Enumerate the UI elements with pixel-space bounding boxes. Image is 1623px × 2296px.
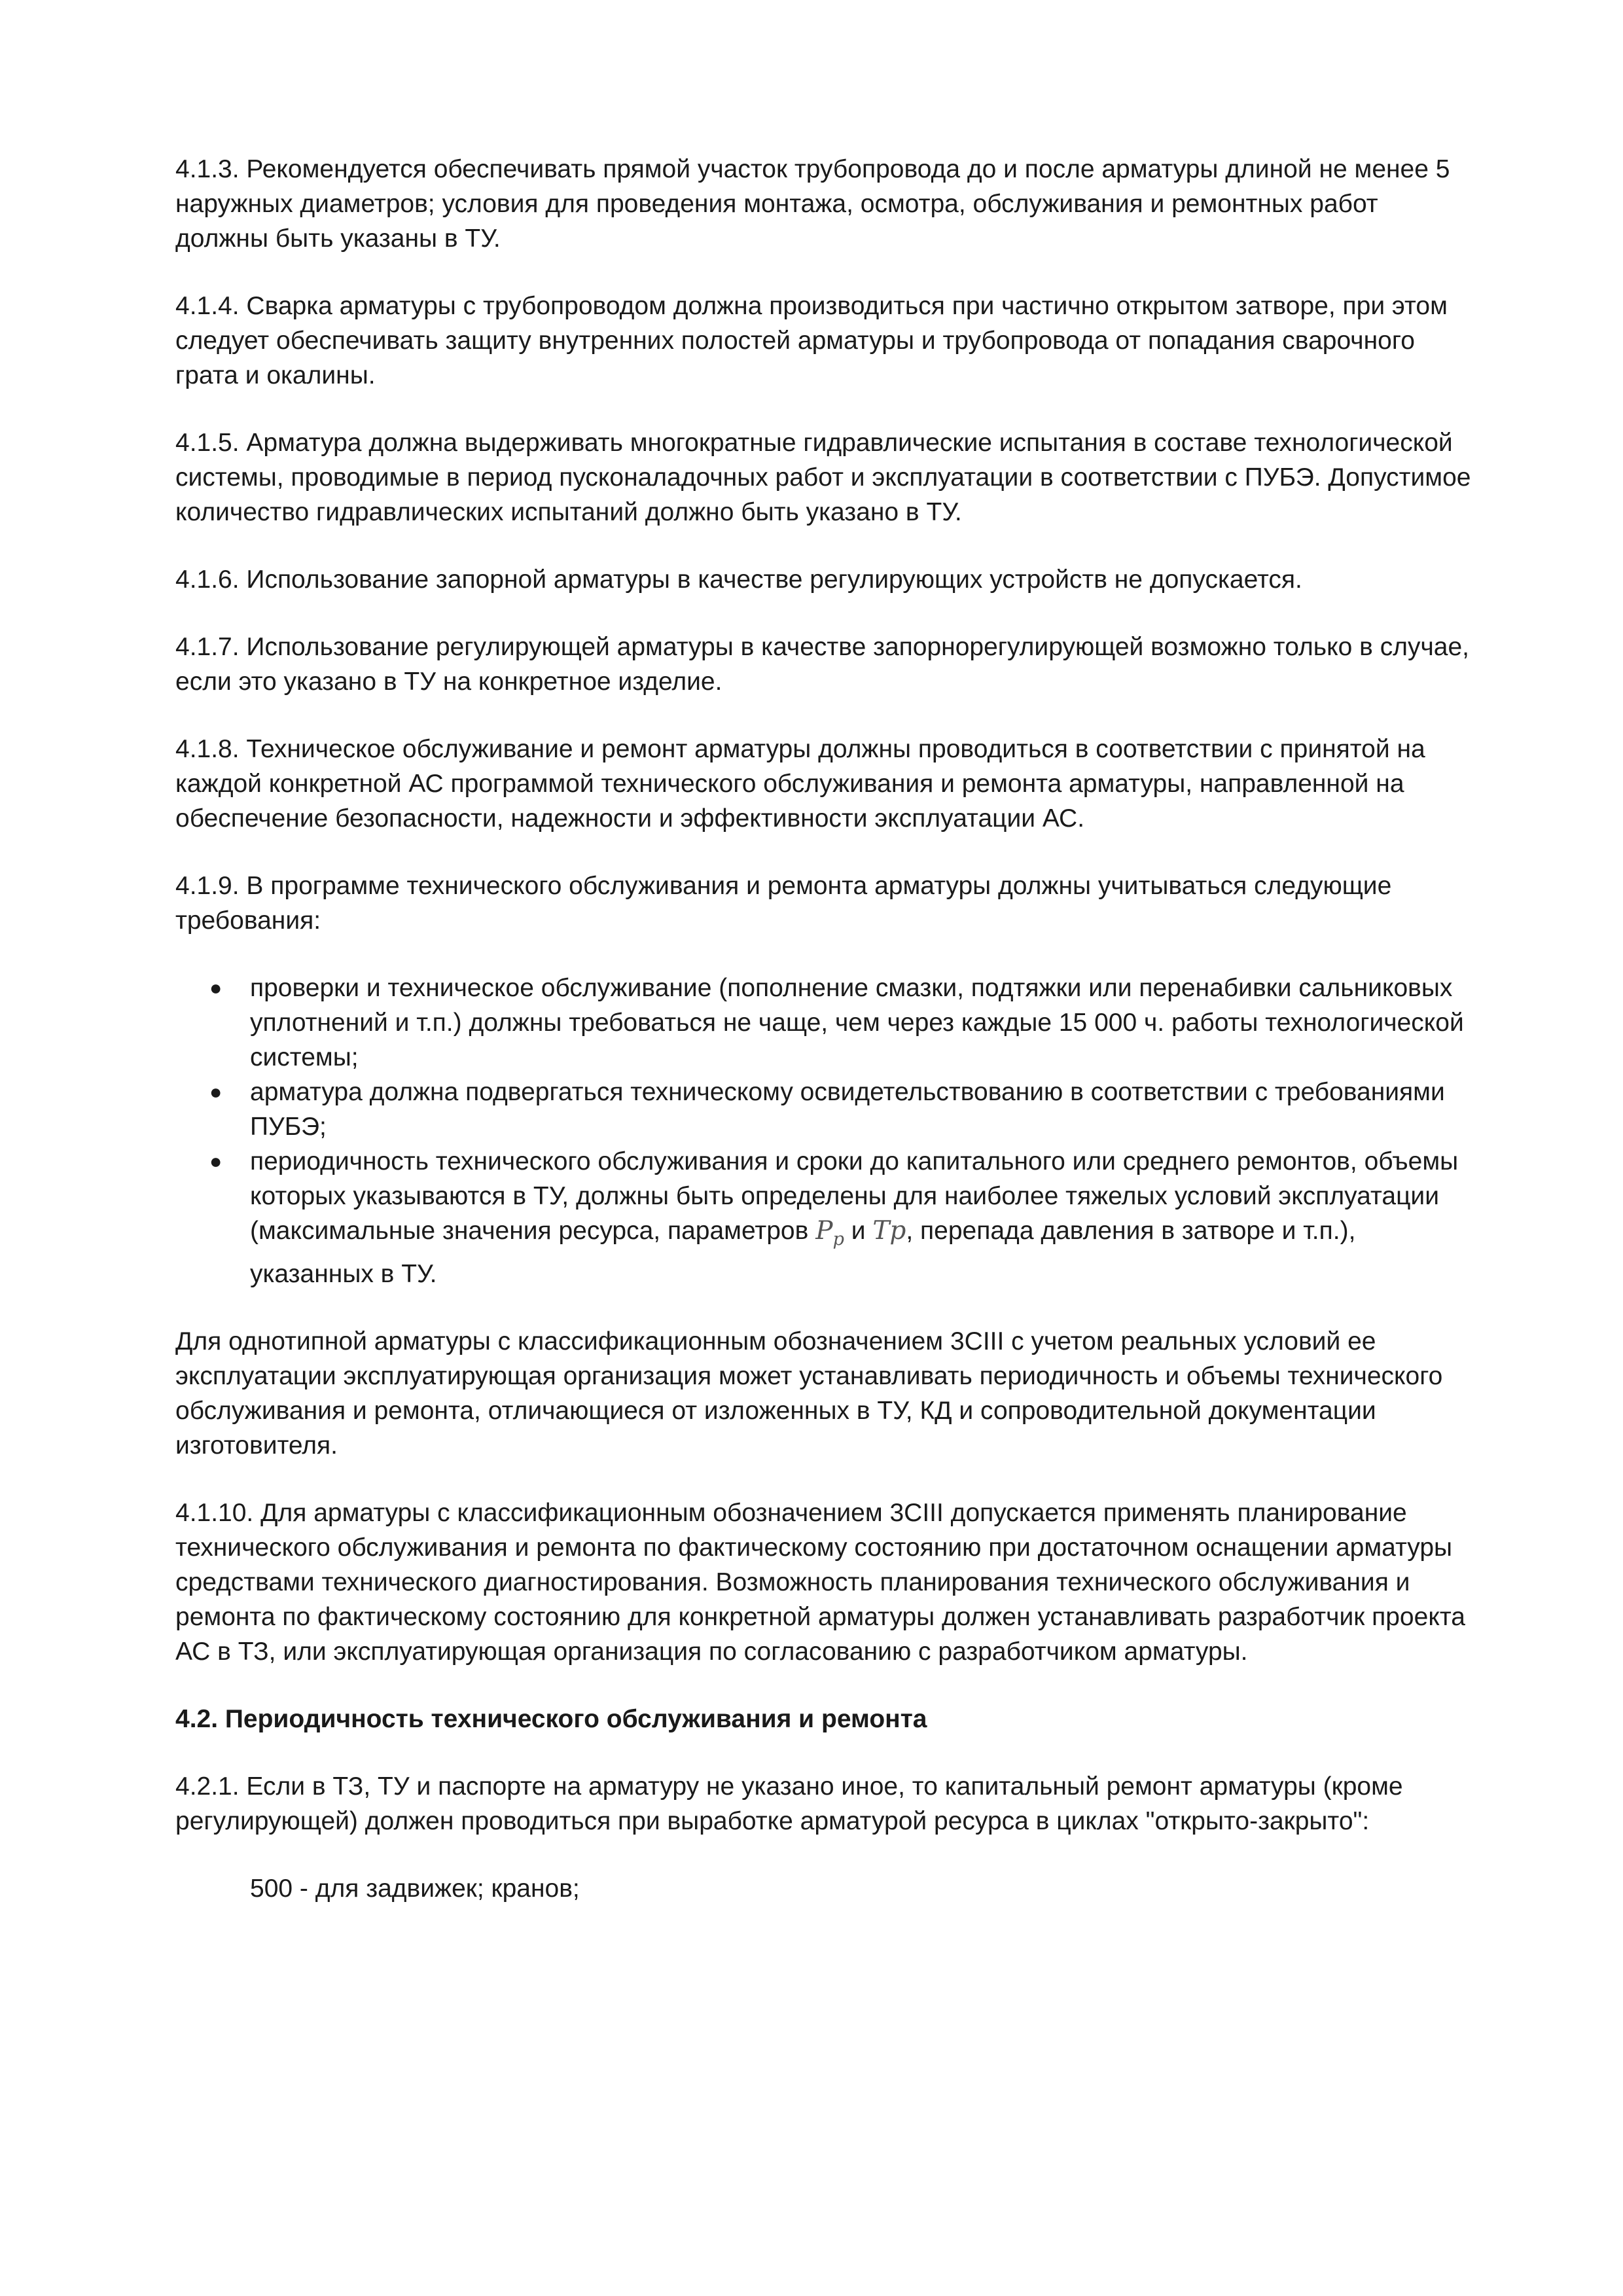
paragraph-4-1-7: 4.1.7. Использование регулирующей арматуры в качестве запорнорегулирующей возможно только в случае, если это указано в ТУ на конкретное изделие. xyxy=(175,633,1469,696)
list-item-text-end: , перепада давления в затворе и т.п.), указанных в ТУ. xyxy=(250,1217,1356,1288)
paragraph-4-1-3: 4.1.3. Рекомендуется обеспечивать прямой участок трубопровода до и после арматуры длиной не менее 5 наружных диаметров; условия для проведения монтажа, осмотра, обслуживания и ремонтных работ должны быть указаны в ТУ. xyxy=(175,155,1450,253)
list-item-and: и xyxy=(851,1217,866,1245)
paragraph-4-1-6: 4.1.6. Использование запорной арматуры в качестве регулирующих устройств не допускается. xyxy=(175,565,1302,594)
list-item-text: проверки и техническое обслуживание (пополнение смазки, подтяжки или перенабивки сальниковых уплотнений и т.п.) должны требоваться не чаще, чем через каждые 15 000 ч. работы технологической системы; xyxy=(250,974,1464,1071)
bullet-icon: ● xyxy=(209,1080,223,1103)
paragraph-4-1-9: 4.1.9. В программе технического обслуживания и ремонта арматуры должны учитываться следующие требования: xyxy=(175,872,1392,935)
paragraph-note-3ciii: Для однотипной арматуры с классификационным обозначением 3СIII с учетом реальных условий ее эксплуатации эксплуатирующая организация может устанавливать периодичность и объемы технического обслуживания и ремонта, отличающиеся от изложенных в ТУ, КД и сопроводительной документации изготовителя. xyxy=(175,1327,1443,1460)
paragraph-4-1-8: 4.1.8. Техническое обслуживание и ремонт арматуры должны проводиться в соответствии с принятой на каждой конкретной АС программой технического обслуживания и ремонта арматуры, направленной на обеспечение безопасности, надежности и эффективности эксплуатации АС. xyxy=(175,735,1425,833)
list-item xyxy=(175,1144,1471,1291)
list-item xyxy=(175,1075,1471,1144)
paragraph-4-2-1: 4.2.1. Если в ТЗ, ТУ и паспорте на арматуру не указано иное, то капитальный ремонт арматуры (кроме регулирующей) должен проводиться при выработке арматурой ресурса в циклах "открыто-закрыто": xyxy=(175,1772,1403,1835)
paragraph-4-1-4: 4.1.4. Сварка арматуры с трубопроводом должна производиться при частично открытом затворе, при этом следует обеспечивать защиту внутренних полостей арматуры и трубопровода от попадания сварочного грата и окалины. xyxy=(175,292,1448,389)
list-item xyxy=(175,971,1471,1075)
paragraph-4-1-10: 4.1.10. Для арматуры с классификационным обозначением 3СIII допускается применять планирование технического обслуживания и ремонта по фактическому состоянию при достаточном оснащении арматуры средствами технического диагностирования. Возможность планирования технического обслуживания и ремонта по фактическому состоянию для конкретной арматуры должен устанавливать разработчик проекта АС в ТЗ, или эксплуатирующая организация по согласованию с разработчиком арматуры. xyxy=(175,1498,1465,1666)
list-item-text: периодичность технического обслуживания и сроки до капитального или среднего ремонтов, объемы которых указываются в ТУ, должны быть определены для наиболее тяжелых условий эксплуатации (максимальные значения ресурса, параметров xyxy=(250,1147,1459,1245)
math-tp: Tp xyxy=(872,1216,906,1246)
paragraph-4-1-5: 4.1.5. Арматура должна выдерживать многократные гидравлические испытания в составе технологической системы, проводимые в период пусконаладочных работ и эксплуатации в соответствии с ПУБЭ. Допустимое количество гидравлических испытаний должно быть указано в ТУ. xyxy=(175,429,1471,526)
list-entry-500: 500 - для задвижек; кранов; xyxy=(250,1874,580,1903)
document-page xyxy=(175,152,1471,1939)
bullet-icon: ● xyxy=(209,976,223,999)
section-heading-4-2: 4.2. Периодичность технического обслуживания и ремонта xyxy=(175,1704,927,1733)
math-pp: $P_p$ xyxy=(815,1216,844,1249)
list-item-text: арматура должна подвергаться техническому освидетельствованию в соответствии с требованиями ПУБЭ; xyxy=(250,1078,1445,1141)
bullet-icon: ● xyxy=(209,1149,223,1173)
requirements-list xyxy=(175,971,1471,1291)
